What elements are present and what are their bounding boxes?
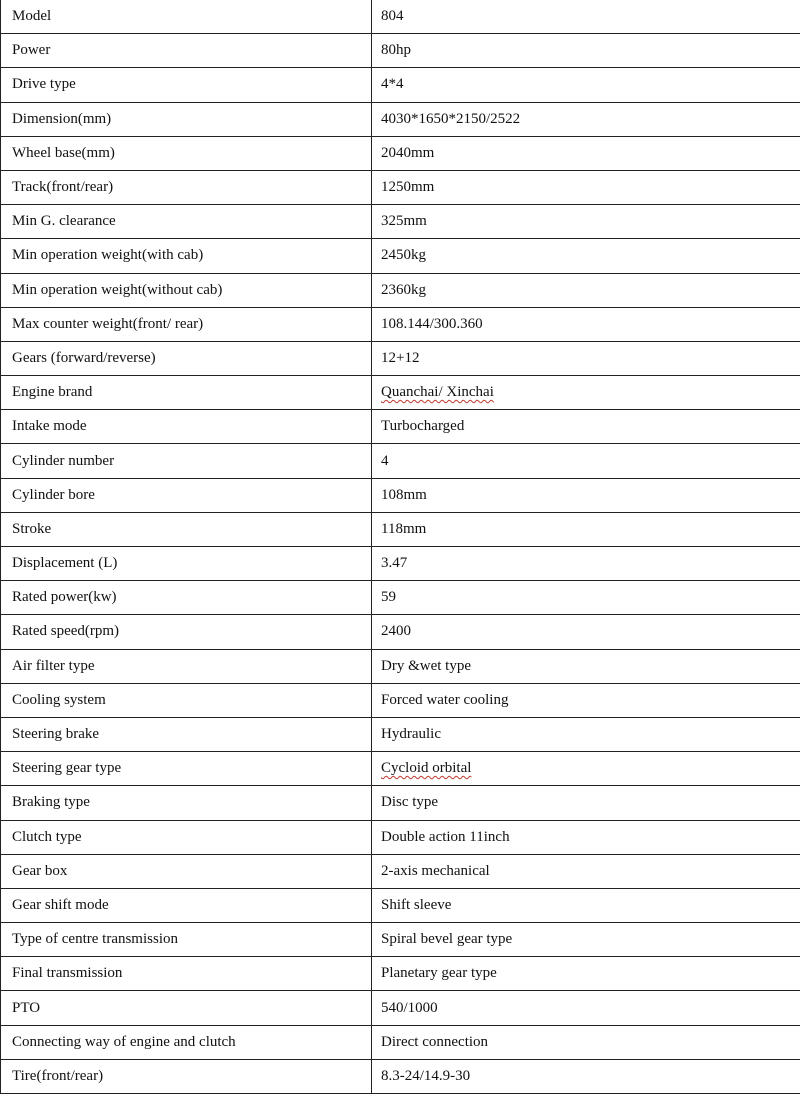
table-row — [1, 0, 800, 34]
row-value: Shift sleeve — [372, 888, 800, 922]
table-row — [1, 512, 800, 546]
table-row — [1, 478, 800, 512]
row-label: PTO — [1, 991, 372, 1025]
spellcheck-underlined-value: Cycloid orbital — [381, 760, 472, 777]
row-value: 8.3-24/14.9-30 — [372, 1059, 800, 1093]
row-value: 108mm — [372, 478, 800, 512]
table-row — [1, 102, 800, 136]
row-label: Power — [1, 34, 372, 68]
row-value: 3.47 — [372, 547, 800, 581]
row-label: Gear box — [1, 854, 372, 888]
row-value: 325mm — [372, 205, 800, 239]
table-row — [1, 376, 800, 410]
row-value: 2450kg — [372, 239, 800, 273]
row-label: Min operation weight(with cab) — [1, 239, 372, 273]
row-value: 540/1000 — [372, 991, 800, 1025]
row-value: 4*4 — [372, 68, 800, 102]
row-value: Forced water cooling — [372, 683, 800, 717]
table-row — [1, 683, 800, 717]
row-value: 108.144/300.360 — [372, 307, 800, 341]
row-value: Dry &wet type — [372, 649, 800, 683]
table-row — [1, 170, 800, 204]
row-label: Track(front/rear) — [1, 170, 372, 204]
table-row — [1, 307, 800, 341]
row-label: Cylinder bore — [1, 478, 372, 512]
row-label: Air filter type — [1, 649, 372, 683]
row-label: Tire(front/rear) — [1, 1059, 372, 1093]
table-row — [1, 341, 800, 375]
row-value: 12+12 — [372, 341, 800, 375]
table-row — [1, 410, 800, 444]
table-row — [1, 581, 800, 615]
table-row — [1, 68, 800, 102]
row-label: Connecting way of engine and clutch — [1, 1025, 372, 1059]
row-label: Gear shift mode — [1, 888, 372, 922]
row-value: 2360kg — [372, 273, 800, 307]
row-label: Cooling system — [1, 683, 372, 717]
row-label: Intake mode — [1, 410, 372, 444]
table-row — [1, 888, 800, 922]
table-row — [1, 239, 800, 273]
row-label: Min operation weight(without cab) — [1, 273, 372, 307]
row-value — [372, 752, 800, 786]
row-value: 4 — [372, 444, 800, 478]
table-row — [1, 854, 800, 888]
row-value: 2400 — [372, 615, 800, 649]
row-value: Hydraulic — [372, 717, 800, 751]
table-row — [1, 1059, 800, 1093]
row-value: 2040mm — [372, 136, 800, 170]
table-row — [1, 649, 800, 683]
row-value: 118mm — [372, 512, 800, 546]
row-value: Direct connection — [372, 1025, 800, 1059]
table-row — [1, 547, 800, 581]
table-row — [1, 615, 800, 649]
row-label: Braking type — [1, 786, 372, 820]
table-row — [1, 273, 800, 307]
row-label: Final transmission — [1, 957, 372, 991]
row-value: 80hp — [372, 34, 800, 68]
table-row — [1, 957, 800, 991]
row-label: Engine brand — [1, 376, 372, 410]
row-label: Dimension(mm) — [1, 102, 372, 136]
row-label: Stroke — [1, 512, 372, 546]
row-value: Spiral bevel gear type — [372, 923, 800, 957]
row-label: Max counter weight(front/ rear) — [1, 307, 372, 341]
row-label: Wheel base(mm) — [1, 136, 372, 170]
row-value: Planetary gear type — [372, 957, 800, 991]
row-label: Steering gear type — [1, 752, 372, 786]
table-row — [1, 786, 800, 820]
row-value: 1250mm — [372, 170, 800, 204]
row-label: Drive type — [1, 68, 372, 102]
row-value: Double action 11inch — [372, 820, 800, 854]
row-value: 4030*1650*2150/2522 — [372, 102, 800, 136]
row-label: Clutch type — [1, 820, 372, 854]
row-label: Steering brake — [1, 717, 372, 751]
row-value — [372, 376, 800, 410]
table-row — [1, 820, 800, 854]
row-value: Turbocharged — [372, 410, 800, 444]
spellcheck-underlined-value: Quanchai/ Xinchai — [381, 384, 494, 401]
table-row — [1, 34, 800, 68]
row-value: Disc type — [372, 786, 800, 820]
row-label: Rated power(kw) — [1, 581, 372, 615]
table-row — [1, 444, 800, 478]
row-label: Type of centre transmission — [1, 923, 372, 957]
spec-table-body — [1, 0, 800, 1094]
row-label: Gears (forward/reverse) — [1, 341, 372, 375]
row-label: Min G. clearance — [1, 205, 372, 239]
table-row — [1, 991, 800, 1025]
row-label: Displacement (L) — [1, 547, 372, 581]
row-value: 804 — [372, 0, 800, 34]
row-label: Rated speed(rpm) — [1, 615, 372, 649]
table-row — [1, 752, 800, 786]
row-value: 2-axis mechanical — [372, 854, 800, 888]
row-value: 59 — [372, 581, 800, 615]
table-row — [1, 923, 800, 957]
table-row — [1, 205, 800, 239]
table-row — [1, 1025, 800, 1059]
row-label: Model — [1, 0, 372, 34]
table-row — [1, 717, 800, 751]
table-row — [1, 136, 800, 170]
row-label: Cylinder number — [1, 444, 372, 478]
